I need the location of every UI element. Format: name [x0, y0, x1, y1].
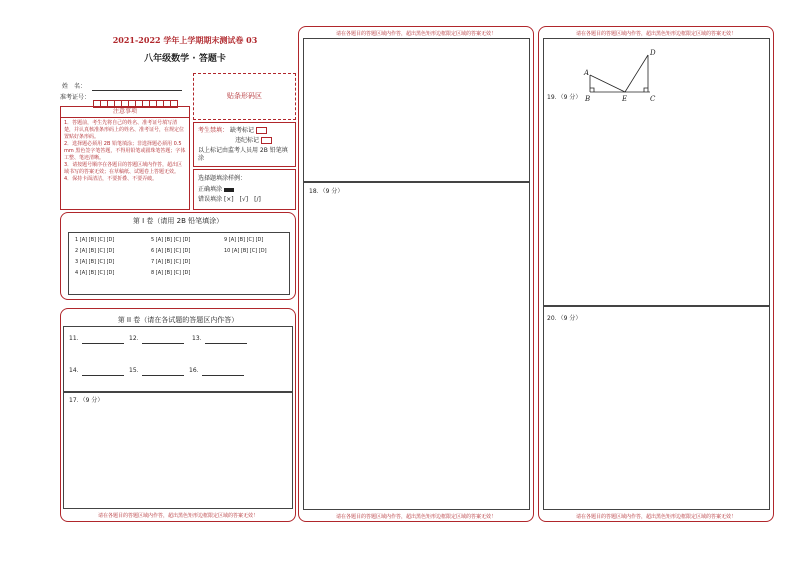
point-b-label: B — [585, 95, 591, 103]
q12-answer-line[interactable] — [142, 343, 184, 344]
fill-example-title: 选择题填涂样例： — [198, 175, 247, 182]
part1-answer-grid — [68, 232, 290, 295]
notice-title: 注意事项 — [61, 107, 189, 118]
candidate-label: 考生禁填： — [198, 127, 229, 134]
barcode-label: 贴条形码区 — [227, 92, 262, 100]
point-e-label: E — [622, 95, 628, 103]
card-subtitle: 八年级数学 · 答题卡 — [144, 54, 226, 64]
choice-row[interactable]: 5 [A] [B] [C] [D] — [151, 237, 191, 243]
choice-row[interactable]: 6 [A] [B] [C] [D] — [151, 248, 191, 254]
column2-frame — [298, 26, 534, 522]
violation-mark-box[interactable] — [261, 137, 272, 144]
part1-title: 第 I 卷（请用 2B 铅笔填涂） — [132, 217, 224, 225]
q20-answer-area[interactable] — [543, 306, 770, 510]
candidate-box — [193, 122, 296, 167]
fill-in-area — [63, 326, 293, 392]
q20-label: 20．（9 分） — [547, 315, 582, 322]
q19-answer-area[interactable] — [543, 38, 770, 306]
choice-row[interactable]: 7 [A] [B] [C] [D] — [151, 259, 191, 265]
boundary-warning: 请在各题目的答题区域内作答，超出黑色矩形边框限定区域的答案无效！ — [575, 31, 736, 37]
name-label: 姓 名： — [62, 83, 87, 90]
q14-label: 14． — [69, 367, 83, 374]
q16-label: 16． — [189, 367, 203, 374]
choice-row[interactable]: 8 [A] [B] [C] [D] — [151, 270, 191, 276]
q16-answer-line[interactable] — [202, 375, 244, 376]
choice-row[interactable]: 9 [A] [B] [C] [D] — [224, 237, 264, 243]
missing-mark-box[interactable] — [256, 127, 267, 134]
boundary-warning: 请在各题目的答题区域内作答，超出黑色矩形边框限定区域的答案无效！ — [335, 31, 496, 37]
violation-mark-label: 违纪标记 — [235, 137, 260, 144]
wrong-fill-label: 错误填涂 — [198, 196, 223, 203]
notice-item: 4．保持卡面清洁，不要折叠、不要弄破。 — [64, 176, 158, 182]
column3-frame — [538, 26, 774, 522]
exam-id-label: 准考证号： — [60, 94, 91, 101]
name-field[interactable] — [92, 90, 182, 91]
q17-answer-area[interactable] — [63, 392, 293, 509]
point-c-label: C — [650, 95, 656, 103]
choice-row[interactable]: 2 [A] [B] [C] [D] — [75, 248, 115, 254]
right-angle-b — [590, 88, 594, 92]
choice-row[interactable]: 1 [A] [B] [C] [D] — [75, 237, 115, 243]
prev-answer-area[interactable] — [303, 38, 530, 182]
notice-item: 2．选择题必须用 2B 铅笔填涂；非选择题必须用 0.5 mm 黑色签字笔答题，不得用铅笔或圆珠笔答题；字体工整、笔迹清晰。 — [64, 141, 186, 161]
q17-label: 17．（9 分） — [69, 397, 104, 404]
segment-ed — [625, 55, 648, 92]
segment-ae — [590, 75, 625, 92]
correct-fill-label: 正确填涂 — [198, 186, 223, 193]
boundary-warning: 请在各题目的答题区域内作答，超出黑色矩形边框限定区域的答案无效！ — [575, 514, 736, 520]
q14-answer-line[interactable] — [82, 375, 124, 376]
q18-answer-area[interactable] — [303, 182, 530, 510]
notice-item: 1．答题前，考生先将自己的姓名、准考证号填写清楚，并认真核准条形码上的姓名、准考证号，在规定位置贴好条形码。 — [64, 120, 185, 140]
exam-id-boxes[interactable] — [93, 93, 177, 102]
part1-section — [60, 212, 296, 300]
q18-label: 18．（9 分） — [309, 188, 344, 195]
q15-label: 15． — [129, 367, 143, 374]
point-a-label: A — [584, 69, 590, 77]
fill-example-box — [193, 169, 296, 210]
q13-label: 13． — [192, 335, 206, 342]
correct-fill-sample — [224, 188, 234, 192]
boundary-warning: 请在各题目的答题区域内作答，超出黑色矩形边框限定区域的答案无效！ — [97, 513, 258, 519]
barcode-area — [193, 73, 296, 120]
q19-label: 19．（9 分） — [547, 94, 582, 101]
right-angle-c — [644, 88, 648, 92]
choice-row[interactable]: 3 [A] [B] [C] [D] — [75, 259, 115, 265]
candidate-note: 以上标记由监考人员用 2B 铅笔填涂 — [198, 147, 288, 162]
missing-mark-label: 缺考标记 — [229, 127, 254, 134]
part2-section — [60, 308, 296, 522]
part2-title: 第 II 卷（请在各试题的答题区内作答） — [117, 316, 239, 324]
q11-label: 11． — [69, 335, 83, 342]
q11-answer-line[interactable] — [82, 343, 124, 344]
q12-label: 12． — [129, 335, 143, 342]
point-d-label: D — [650, 49, 656, 57]
boundary-warning: 请在各题目的答题区域内作答，超出黑色矩形边框限定区域的答案无效！ — [335, 514, 496, 520]
notice-box — [60, 106, 190, 210]
q15-answer-line[interactable] — [142, 375, 184, 376]
geometry-figure — [574, 47, 664, 107]
exam-title: 2021-2022 学年上学期期末测试卷 03 — [112, 35, 258, 45]
q13-answer-line[interactable] — [205, 343, 247, 344]
wrong-fill-sample: [×] [√] [/] — [223, 196, 261, 203]
notice-item: 3．请按题号顺序在各题目的答题区域内作答，超出区域书写的答案无效；在草稿纸、试题卷上答题无效。 — [64, 162, 183, 175]
choice-row[interactable]: 10 [A] [B] [C] [D] — [224, 248, 267, 254]
choice-row[interactable]: 4 [A] [B] [C] [D] — [75, 270, 115, 276]
